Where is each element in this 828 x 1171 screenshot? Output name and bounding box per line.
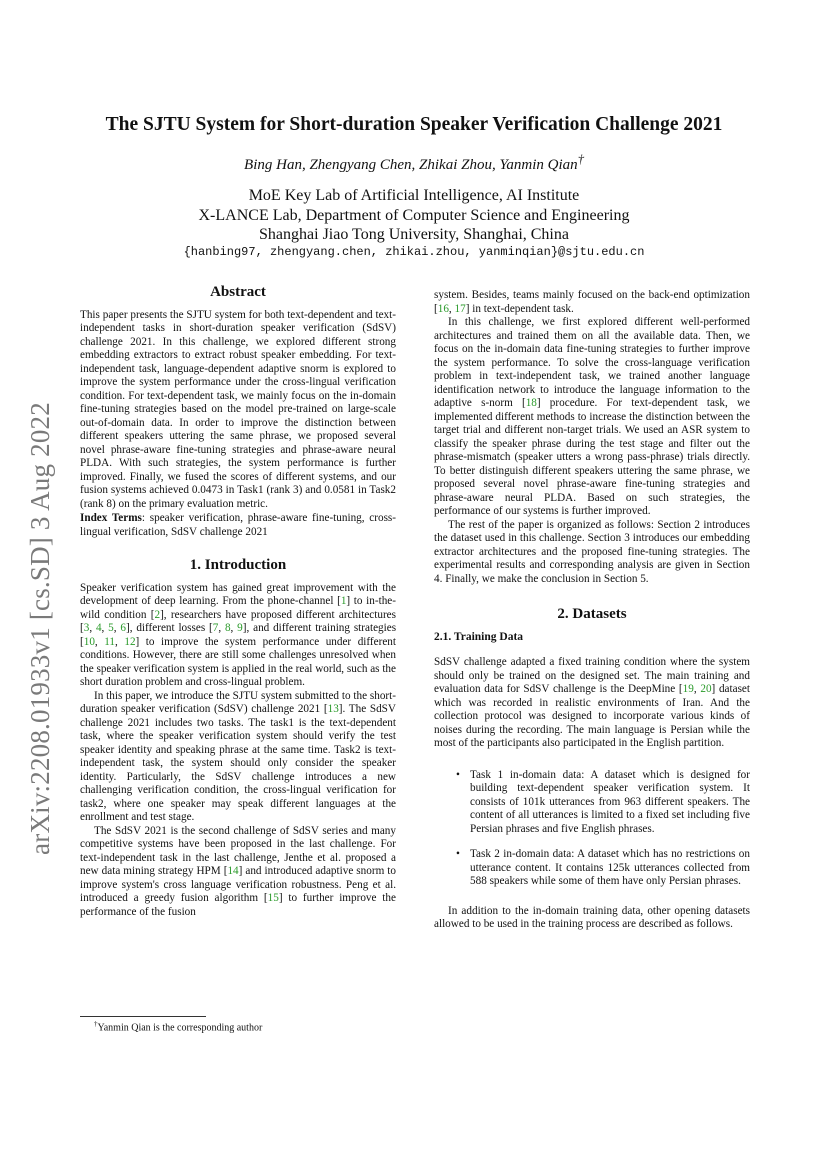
intro-paragraph: Speaker verification system has gained great improvement with the development of deep learning. From the phone-channel [1] to in-the-wild condition [2], researchers have proposed different architectures [3, 4, 5, 6], different losses [7, 8, 9], and different training strategies [10, 11, 12] to improve the system performance under different conditions. However, there are still some challenges unresolved when the speaker verification system is applied in the real world, such as the short duration problem and cross-lingual problem.	[80, 581, 397, 688]
affiliation-line: MoE Key Lab of Artificial Intelligence, AI Institute	[248, 187, 580, 204]
author-names: Bing Han, Zhengyang Chen, Zhikai Zhou, Yanmin Qian	[244, 157, 578, 173]
paper-title: The SJTU System for Short-duration Speaker Verification Challenge 2021	[105, 114, 723, 135]
citation-link[interactable]: 3	[83, 622, 90, 634]
citation-link[interactable]: 18	[525, 397, 537, 409]
abstract-heading: Abstract	[210, 284, 266, 300]
arxiv-stamp	[20, 348, 60, 908]
index-terms	[80, 512, 396, 539]
corresponding-author-mark: †	[577, 152, 584, 166]
left-column	[80, 286, 396, 919]
datasets-heading: 2. Datasets	[557, 606, 627, 622]
intro-paragraph-continued: system. Besides, teams mainly focused on the back-end optimization [16, 17] in text-dependent task.	[434, 289, 750, 315]
abstract-text: This paper presents the SJTU system for both text-dependent and text-independent tasks in short-duration speaker verification (SdSV) challenge 2021. In this challenge, we explored different strong embedding extractors to extract robust speaker embedding. For text-independent task, language-dependent adaptive snorm is explored to improve the system performance under the cross-lingual verification condition. For text-dependent task, we mainly focus on the in-domain fine-tuning strategies based on the model pre-trained on large-scale out-of-domain data. In order to improve the distinction between different speakers uttering the same phrase, we proposed several novel phrase-aware fine-tuning strategies and phrase-aware neural PLDA. With such strategies, the system performance is further improved. Finally, we fused the scores of different systems, and our fusion systems achieved 0.0473 in Task1 (rank 3) and 0.0581 in Task2 (rank 8) on the primary evaluation metric.	[80, 308, 396, 510]
citation-link[interactable]: 15	[267, 892, 279, 904]
right-column	[434, 289, 750, 932]
intro-paragraph: In this paper, we introduce the SJTU system submitted to the short-duration speaker verification (SdSV) challenge 2021 [13]. The SdSV challenge 2021 includes two tasks. The task1 is the text-dependent task, where the speaker verification system should verify the test speaker identity and speaking phrase at the same time. Task2 is text-independent task, the system should only consider the speaker identity. Particularly, the SdSV challenge introduces a new challenging verification condition, the cross-lingual verification for task2, where one speaker may speak different languages at the enrollment and test stage.	[80, 689, 396, 823]
intro-paragraph: The SdSV 2021 is the second challenge of SdSV series and many competitive systems have been proposed in the last challenge. For text-independent task in the last challenge, Jenthe et al. proposed a new data mining strategy HPM [14] and introduced adaptive snorm to improve system's cross language verification robustness. Peng et al. introduced a greedy fusion algorithm [15] to further improve the performance of the fusion	[80, 824, 396, 918]
citation-link[interactable]: 2	[154, 608, 161, 621]
index-terms-text: : speaker verification, phrase-aware fine-tuning, cross-lingual verification, SdSV challenge 2021	[80, 512, 396, 538]
citation-link[interactable]: 7	[212, 622, 219, 634]
citation-link[interactable]: 17	[454, 302, 466, 315]
intro-paragraph: In this challenge, we first explored different well-performed architectures and trained them on all the available data. Then, we focus on the in-domain data fine-tuning strategies to further improve the system performance. To solve the cross-language verification problem in text-independent task, we trained another language identification network to introduce the language information to the adaptive s-norm [18] procedure. For text-dependent task, we implemented different methods to increase the distinction between the target trial and different non-target trials. We used an ASR system to classify the speaker phrase during the test stage and filter out the phrase-mismatch (speaker utters a wrong pass-phrase) trials directly. To better distinguish different speakers uttering the same phrase, we proposed several novel phrase-aware fine-tuning strategies and phrase-aware neural PLDA. Based on such strategies, the performance of our systems is further improved.	[434, 316, 750, 517]
introduction-heading: 1. Introduction	[189, 557, 287, 573]
datasets-paragraph: SdSV challenge adapted a fixed training condition where the system should only be trained on the designed set. The main training and evaluation data for SdSV challenge is the DeepMine [19, 20] dataset which was recorded in realistic environments of Iran. And the collection protocol was designed to incorporate various kinds of noises during the recording. The main language is Persian while the most of the participants also participated in the English partition.	[434, 656, 751, 749]
citation-link[interactable]: 4	[95, 622, 102, 634]
citation-link[interactable]: 11	[104, 635, 116, 648]
footnote-divider	[80, 1016, 206, 1017]
training-data-subheading: 2.1. Training Data	[434, 630, 524, 643]
intro-p3-tail-left: ] to further improve the performance of the fusion	[80, 892, 396, 918]
list-item: • Task 2 in-domain data: A dataset which has no restrictions on utterance content. It contains 125k utterances collected from 588 speakers while some of them have only Persian phrases.	[434, 848, 750, 889]
affiliation-line: Shanghai Jiao Tong University, Shanghai, China	[259, 226, 569, 243]
author-list	[60, 152, 768, 174]
intro-paragraph: The rest of the paper is organized as follows: Section 2 introduces the dataset used in this challenge. Section 3 introduces our embedding extractor architectures and the proposed fine-tuning strategies. The experimental results and corresponding analysis are given in Section 4. Finally, we make the conclusion in Section 5.	[434, 518, 750, 585]
citation-link[interactable]: 16	[437, 302, 449, 315]
datasets-paragraph: In addition to the in-domain training data, other opening datasets allowed to be used in the training process are described as follows.	[434, 904, 750, 930]
footnote	[94, 1020, 262, 1033]
citation-link[interactable]: 5	[108, 622, 114, 634]
citation-link[interactable]: 14	[227, 865, 239, 877]
citation-link[interactable]: 20	[700, 683, 712, 695]
citation-link[interactable]: 8	[224, 622, 231, 634]
arxiv-id[interactable]: arXiv:2208.01933v1 [cs.SD] 3 Aug 2022	[24, 401, 55, 855]
citation-link[interactable]: 6	[120, 622, 126, 634]
dataset-list	[434, 769, 750, 889]
citation-link[interactable]: 19	[682, 683, 694, 695]
citation-link[interactable]: 1	[340, 595, 347, 607]
footnote-mark: †	[94, 1020, 98, 1028]
citation-link[interactable]: 10	[83, 635, 95, 648]
list-item: • Task 1 in-domain data: A dataset which is designed for building text-dependent speaker verification system. It consists of 101k utterances from 963 different speakers. The content of all utterances is limited to a fixed set including five Persian phrases and five English phrases.	[434, 769, 750, 837]
author-emails[interactable]: {hanbing97, zhengyang.chen, zhikai.zhou, yanminqian}@sjtu.edu.cn	[183, 245, 645, 259]
citation-link[interactable]: 9	[237, 622, 243, 634]
citation-link[interactable]: 12	[124, 635, 136, 648]
footnote-text: Yanmin Qian is the corresponding author	[97, 1022, 263, 1034]
index-terms-label: Index Terms	[80, 512, 142, 524]
citation-link[interactable]: 13	[327, 703, 339, 715]
affiliations	[60, 186, 768, 245]
affiliation-line: X-LANCE Lab, Department of Computer Science and Engineering	[198, 206, 630, 224]
